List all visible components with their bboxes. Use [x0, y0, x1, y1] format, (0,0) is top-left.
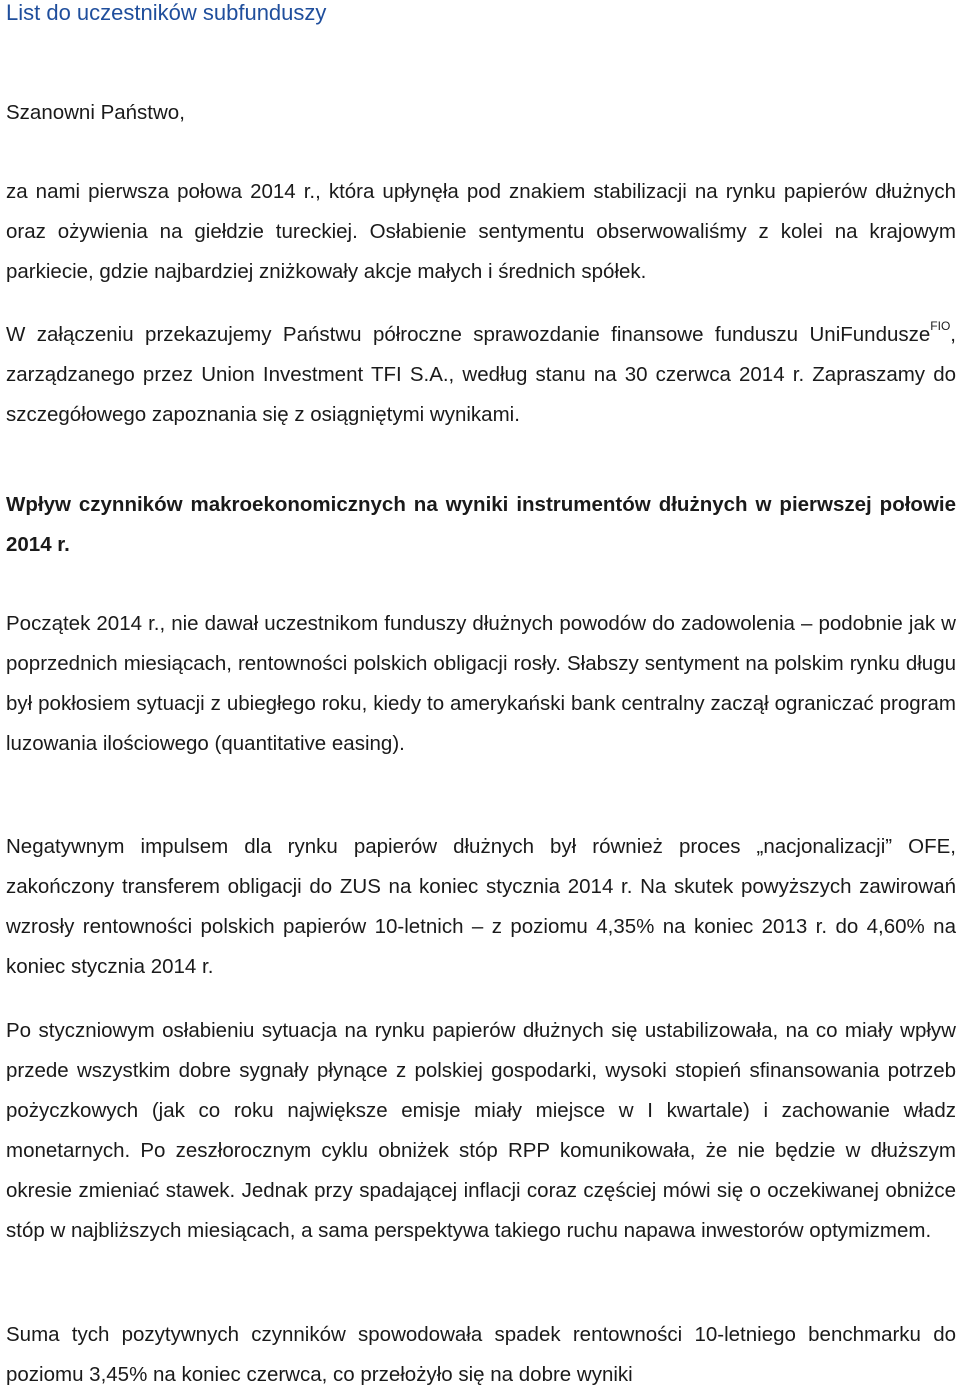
paragraph-attachment-text-start: W załączeniu przekazujemy Państwu półroczne sprawozdanie finansowe funduszu UniFundusze — [6, 323, 931, 346]
paragraph-ofe: Negatywnym impulsem dla rynku papierów dłużnych był również proces „nacjonalizacji” OFE, zakończony transferem obligacji do ZUS na koniec stycznia 2014 r. Na skutek powyższych zawirowań wzrosły rentowności polskich papierów 10-letnich – z poziomu 4,35% na koniec 2013 r. do 4,60% na koniec stycznia 2014 r. — [6, 835, 956, 978]
salutation: Szanowni Państwo, — [6, 101, 185, 124]
document-title: List do uczestników subfunduszy — [6, 0, 327, 25]
paragraph-beginning-2014: Początek 2014 r., nie dawał uczestnikom funduszy dłużnych powodów do zadowolenia – podobnie jak w poprzednich miesiącach, rentowności polskich obligacji rosły. Słabszy sentyment na polskim rynku długu był pokłosiem sytuacji z ubiegłego roku, kiedy to amerykański bank centralny zaczął ograniczać program luzowania ilościowego (quantitative easing). — [6, 612, 956, 755]
paragraph-intro: za nami pierwsza połowa 2014 r., która upłynęła pod znakiem stabilizacji na rynku papierów dłużnych oraz ożywienia na giełdzie tureckiej. Osłabienie sentymentu obserwowaliśmy z kolei na krajowym parkiecie, gdzie najbardziej zniżkowały akcje małych i średnich spółek. — [6, 180, 956, 283]
paragraph-summary: Suma tych pozytywnych czynników spowodowała spadek rentowności 10-letniego benchmarku do poziomu 3,45% na koniec czerwca, co przełożyło się na dobre wyniki — [6, 1323, 956, 1386]
paragraph-attachment-text-end: , zarządzanego przez Union Investment TFI S.A., według stanu na 30 czerwca 2014 r. Zapraszamy do szczegółowego zapoznania się z osiągniętymi wynikami. — [6, 323, 956, 426]
paragraph-attachment — [6, 315, 956, 435]
fio-superscript: FIO — [930, 319, 951, 333]
section-heading: Wpływ czynników makroekonomicznych na wyniki instrumentów dłużnych w pierwszej połowie 2014 r. — [6, 493, 956, 556]
paragraph-stabilization: Po styczniowym osłabieniu sytuacja na rynku papierów dłużnych się ustabilizowała, na co miały wpływ przede wszystkim dobre sygnały płynące z polskiej gospodarki, wysoki stopień sfinansowania potrzeb pożyczkowych (jak co roku największe emisje miały miejsce w I kwartale) i zachowanie władz monetarnych. Po zeszłorocznym cyklu obniżek stóp RPP komunikowała, że nie będzie w dłuższym okresie zmieniać stawek. Jednak przy spadającej inflacji coraz częściej mówi się o oczekiwanej obniżce stóp w najbliższych miesiącach, a sama perspektywa takiego ruchu napawa inwestorów optymizmem. — [6, 1019, 956, 1242]
